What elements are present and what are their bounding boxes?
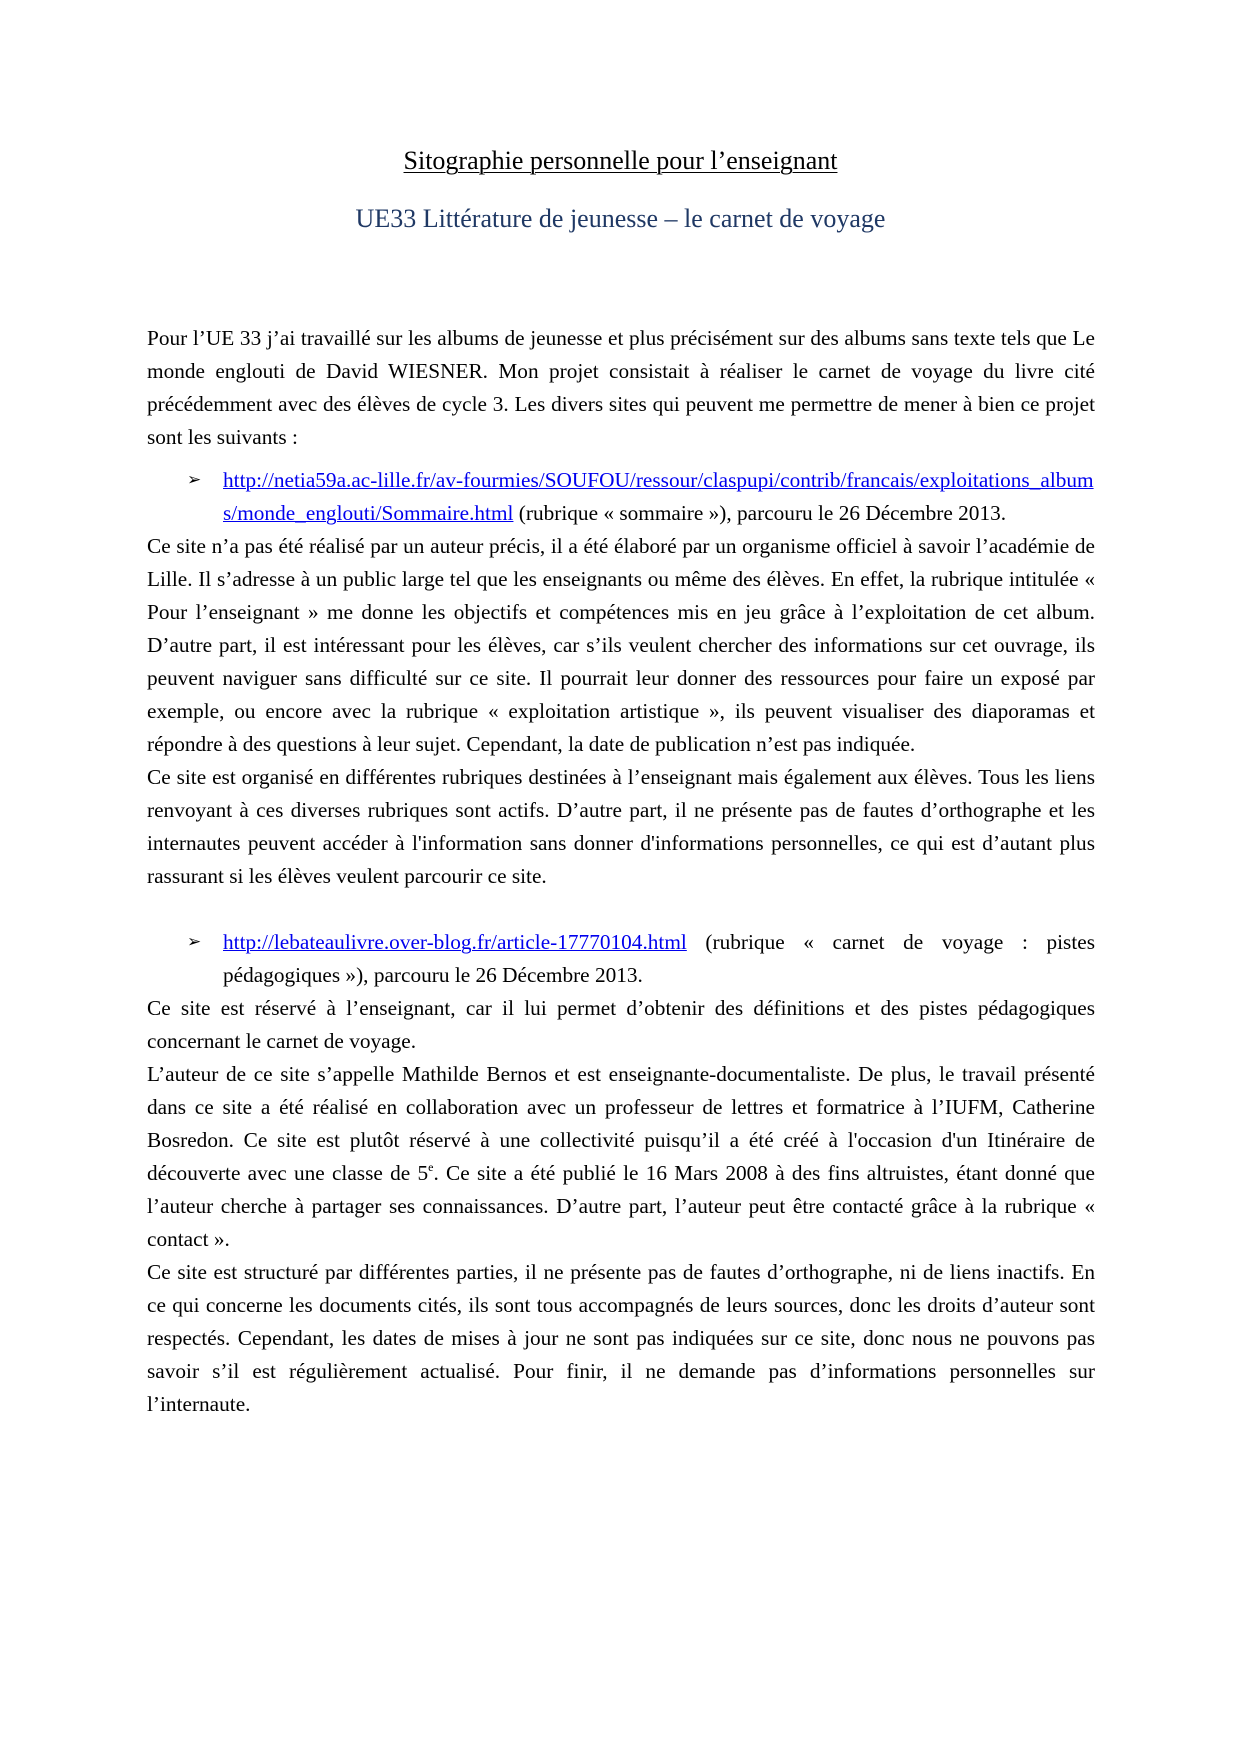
site-1-link[interactable]: http://netia59a.ac-lille.fr/av-fourmies/SOUFOU/ressour/claspupi/contrib/francais/exploitations_albums/monde_englouti/Sommaire.html: [223, 468, 1094, 525]
spacer: [147, 454, 1095, 464]
site-2-link[interactable]: http://lebateaulivre.over-blog.fr/article-17770104.html: [223, 930, 687, 954]
intro-paragraph: Pour l’UE 33 j’ai travaillé sur les albums de jeunesse et plus précisément sur des albums sans texte tels que Le monde englouti de David WIESNER. Mon projet consistait à réaliser le carnet de voyage du livre cité précédemment avec des élèves de cycle 3. Les divers sites qui peuvent me permettre de mener à bien ce projet sont les suivants :: [147, 326, 1095, 449]
superscript: e: [428, 1160, 434, 1174]
site-1-note: (rubrique « sommaire »), parcouru le 26 Décembre 2013.: [513, 501, 1007, 525]
site-2-paragraph-2: [147, 1058, 1095, 1256]
site-2-paragraph-2-text-cont: . Ce site a été publié le 16 Mars 2008 à des fins altruistes, étant donné que l’auteur cherche à partager ses connaissances. D’autre part, l’auteur peut être contacté grâce à la rubrique « contact ».: [147, 1161, 1095, 1251]
site-2-paragraph-1: Ce site est réservé à l’enseignant, car il lui permet d’obtenir des définitions et des pistes pédagogiques concernant le carnet de voyage.: [147, 996, 1095, 1053]
site-2-paragraph-3: Ce site est structuré par différentes parties, il ne présente pas de fautes d’orthographe, ni de liens inactifs. En ce qui concerne les documents cités, ils sont tous accompagnés de leurs sources, donc les droits d’auteur sont respectés. Cependant, les dates de mises à jour ne sont pas indiquées sur ce site, donc nous ne pouvons pas savoir s’il est régulièrement actualisé. Pour finir, il ne demande pas d’informations personnelles sur l’internaute.: [147, 1260, 1095, 1416]
arrow-bullet-icon: ➢: [187, 932, 202, 952]
page-title: Sitographie personnelle pour l’enseignant: [403, 146, 838, 175]
site-1-paragraph-1: Ce site n’a pas été réalisé par un auteur précis, il a été élaboré par un organisme officiel à savoir l’académie de Lille. Il s’adresse à un public large tel que les enseignants ou même des élèves. En effet, la rubrique intitulée « Pour l’enseignant » me donne les objectifs et compétences mis en jeu grâce à l’exploitation de cet album. D’autre part, il est intéressant pour les élèves, car s’ils veulent chercher des informations sur cet ouvrage, ils peuvent naviguer sans difficulté sur ce site. Il pourrait leur donner des ressources pour faire un exposé par exemple, ou encore avec la rubrique « exploitation artistique », ils peuvent visualiser des diaporamas et répondre à des questions à leur sujet. Cependant, la date de publication n’est pas indiquée.: [147, 534, 1095, 756]
site-2-paragraph-2-text: L’auteur de ce site s’appelle Mathilde Bernos et est enseignante-documentaliste. De plus, le travail présenté dans ce site a été réalisé en collaboration avec un professeur de lettres et formatrice à l’IUFM, Catherine Bosredon. Ce site est plutôt réservé à une collectivité puisqu’il a été créé à l'occasion d'un Itinéraire de découverte avec une classe de 5: [147, 1062, 1095, 1185]
page-subtitle: UE33 Littérature de jeunesse – le carnet de voyage: [355, 204, 886, 233]
site-1-entry: [147, 464, 1095, 530]
spacer: [147, 893, 1095, 926]
site-1-paragraph-2: Ce site est organisé en différentes rubriques destinées à l’enseignant mais également aux élèves. Tous les liens renvoyant à ces diverses rubriques sont actifs. D’autre part, il ne présente pas de fautes d’orthographe et les internautes peuvent accéder à l'information sans donner d'informations personnelles, ce qui est d’autant plus rassurant si les élèves veulent parcourir ce site.: [147, 765, 1095, 888]
site-2-note: (rubrique « carnet de voyage : pistes pédagogiques »), parcouru le 26 Décembre 2013.: [223, 930, 1095, 987]
site-2-entry: [147, 926, 1095, 992]
document-body: [147, 322, 1095, 1421]
arrow-bullet-icon: ➢: [187, 470, 202, 490]
